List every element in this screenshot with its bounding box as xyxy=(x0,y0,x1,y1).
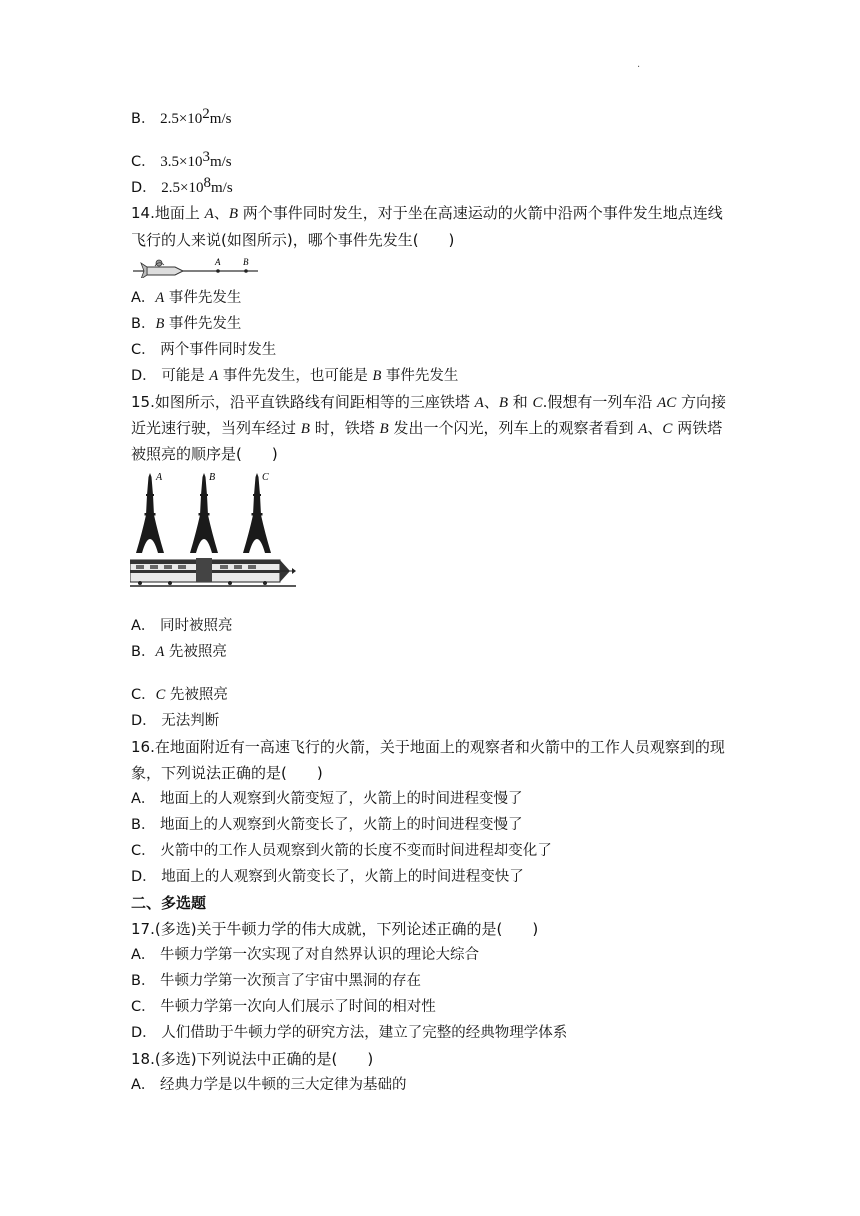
q16-option-a: A． 地面上的人观察到火箭变短了，火箭上的时间进程变慢了 xyxy=(131,791,523,807)
q15-option-c: C．C 先被照亮 xyxy=(131,687,228,703)
q15-option-b: B．A 先被照亮 xyxy=(131,644,227,660)
tower-label-b: B xyxy=(209,472,216,483)
q15-stem-line3: 被照亮的顺序是( ) xyxy=(131,445,278,463)
q16-stem-line1: 16.在地面附近有一高速飞行的火箭，关于地面上的观察者和火箭中的工作人员观察到的现 xyxy=(131,738,725,756)
q17-stem: 17.(多选)关于牛顿力学的伟大成就，下列论述正确的是( ) xyxy=(131,920,539,938)
q13-option-c: C． $3.5\times 10^3m/s$ xyxy=(131,149,232,170)
q17-option-a: A． 牛顿力学第一次实现了对自然界认识的理论大综合 xyxy=(131,947,480,963)
train-icon xyxy=(130,558,296,586)
q15-stem-line1: 15.如图所示，沿平直铁路线有间距相等的三座铁塔 A、B 和 C.假想有一列车沿 AC 方向接 xyxy=(131,393,727,411)
rocket-figure xyxy=(131,254,261,278)
q18-option-a: A． 经典力学是以牛顿的三大定律为基础的 xyxy=(131,1077,407,1093)
q14-option-d: D． 可能是 A 事件先发生，也可能是 B 事件先发生 xyxy=(131,368,459,384)
q15-stem-line2: 近光速行驶，当列车经过 B 时，铁塔 B 发出一个闪光，列车上的观察者看到 A、C 两铁塔 xyxy=(131,419,723,437)
q16-option-c: C． 火箭中的工作人员观察到火箭的长度不变而时间进程却变化了 xyxy=(131,843,552,859)
tower-c-icon xyxy=(243,473,271,553)
q15-option-d: D． 无法判断 xyxy=(131,713,220,729)
tower-a-icon xyxy=(136,473,164,553)
tower-label-a: A xyxy=(156,472,163,483)
q17-option-b: B． 牛顿力学第一次预言了宇宙中黑洞的存在 xyxy=(131,973,422,989)
q17-option-d: D． 人们借助于牛顿力学的研究方法，建立了完整的经典物理学体系 xyxy=(131,1025,568,1041)
q14-option-b: B．B 事件先发生 xyxy=(131,316,242,332)
q13-option-d: D． $2.5\times 10^8m/s$ xyxy=(131,175,233,196)
q14-option-c: C． 两个事件同时发生 xyxy=(131,342,277,358)
corner-mark: · xyxy=(637,62,641,73)
tower-label-c: C xyxy=(262,472,269,483)
q16-option-b: B． 地面上的人观察到火箭变长了，火箭上的时间进程变慢了 xyxy=(131,817,523,833)
section-heading: 二、多选题 xyxy=(131,894,207,912)
q14-option-a: A．A 事件先发生 xyxy=(131,290,242,306)
q18-stem: 18.(多选)下列说法中正确的是( ) xyxy=(131,1050,374,1068)
q13-option-b: B． $2.5\times 10^2m/s$ xyxy=(131,106,232,127)
q17-option-c: C． 牛顿力学第一次向人们展示了时间的相对性 xyxy=(131,999,436,1015)
q15-option-a: A． 同时被照亮 xyxy=(131,618,233,634)
tower-b-icon xyxy=(190,473,218,553)
tower-train-figure xyxy=(130,470,296,590)
q16-stem-line2: 象，下列说法正确的是( ) xyxy=(131,764,323,782)
q14-stem-line1: 14.地面上 A、B 两个事件同时发生，对于坐在高速运动的火箭中沿两个事件发生地点连线 xyxy=(131,204,723,222)
fig-label-a: A xyxy=(215,257,221,267)
fig-label-b: B xyxy=(243,257,249,267)
q16-option-d: D． 地面上的人观察到火箭变长了，火箭上的时间进程变快了 xyxy=(131,869,524,885)
q14-stem-line2: 飞行的人来说(如图所示)，哪个事件先发生( ) xyxy=(131,231,455,249)
